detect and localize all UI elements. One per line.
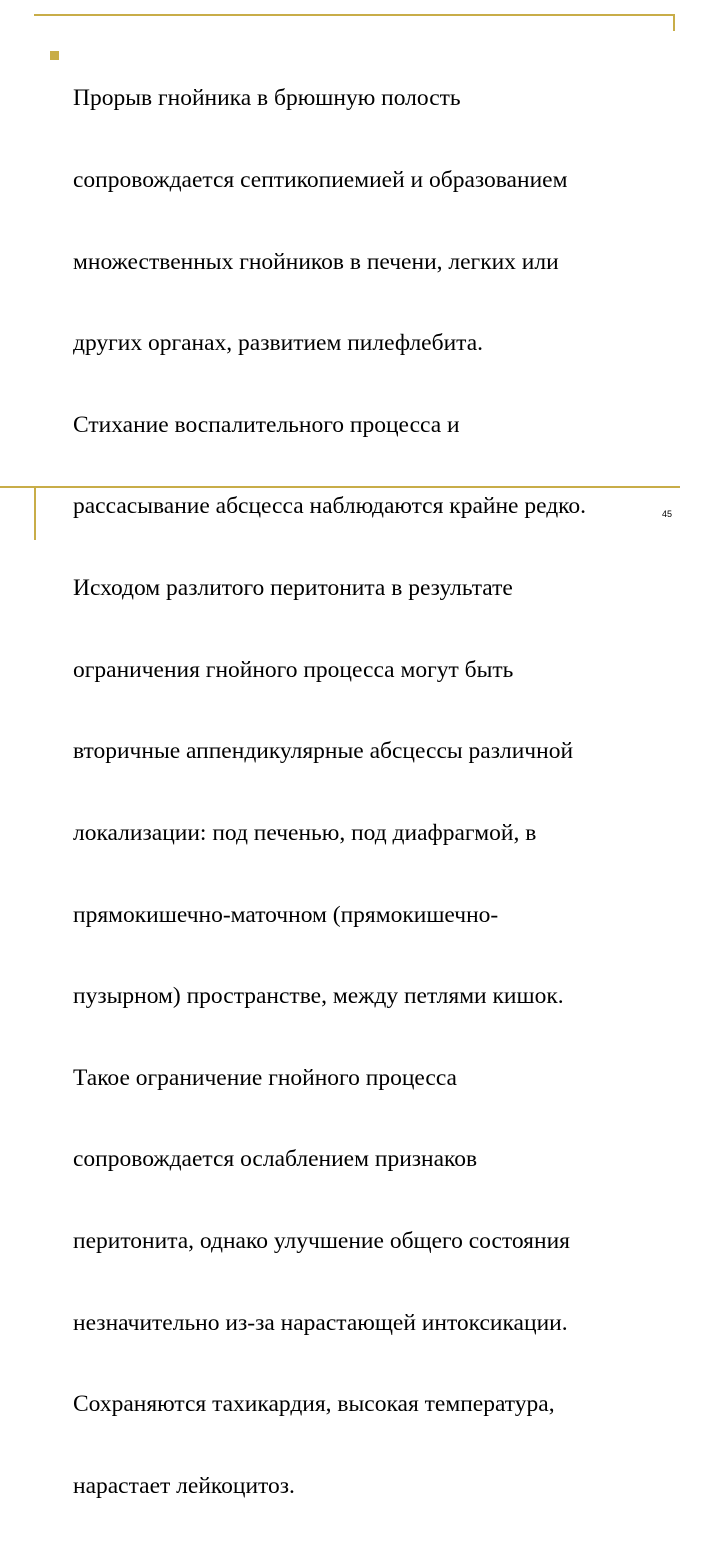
text-line: Исходом разлитого перитонита в результате (73, 575, 513, 602)
text-line: Стихание воспалительного процесса и (73, 411, 460, 438)
text-line: сопровождается ослаблением признаков (73, 1146, 478, 1173)
text-line: Такое ограничение гнойного процесса (73, 1064, 457, 1091)
text-line: прямокишечно-маточном (прямокишечно- (73, 901, 499, 928)
text-line: сопровождается септикопиемией и образованием (73, 167, 568, 194)
page-number: 45 (662, 509, 673, 519)
text-line: перитонита, однако улучшение общего состояния (73, 1227, 570, 1254)
square-bullet-icon (50, 51, 59, 60)
text-line: рассасывание абсцесса наблюдаются крайне редко. (73, 493, 587, 520)
text-line: нарастает лейкоцитоз. (73, 1472, 295, 1499)
text-line: ограничения гнойного процесса могут быть (73, 656, 514, 683)
text-line: Сохраняются тахикардия, высокая температура, (73, 1391, 555, 1418)
frame-top-line (34, 14, 674, 16)
text-line: вторичные аппендикулярные абсцессы различной (73, 738, 574, 765)
frame-left-line (34, 486, 36, 540)
text-line: других органах, развитием пилефлебита. (73, 330, 484, 357)
frame-right-line (673, 14, 675, 31)
text-line: пузырном) пространстве, между петлями кишок. (73, 983, 564, 1010)
text-line: локализации: под печенью, под диафрагмой, в (73, 819, 537, 846)
frame-bottom-line (0, 486, 680, 488)
body-text (73, 31, 713, 1554)
text-line: множественных гнойников в печени, легких или (73, 248, 559, 275)
text-line: Прорыв гнойника в брюшную полость (73, 85, 461, 112)
text-line: незначительно из-за нарастающей интоксикации. (73, 1309, 568, 1336)
